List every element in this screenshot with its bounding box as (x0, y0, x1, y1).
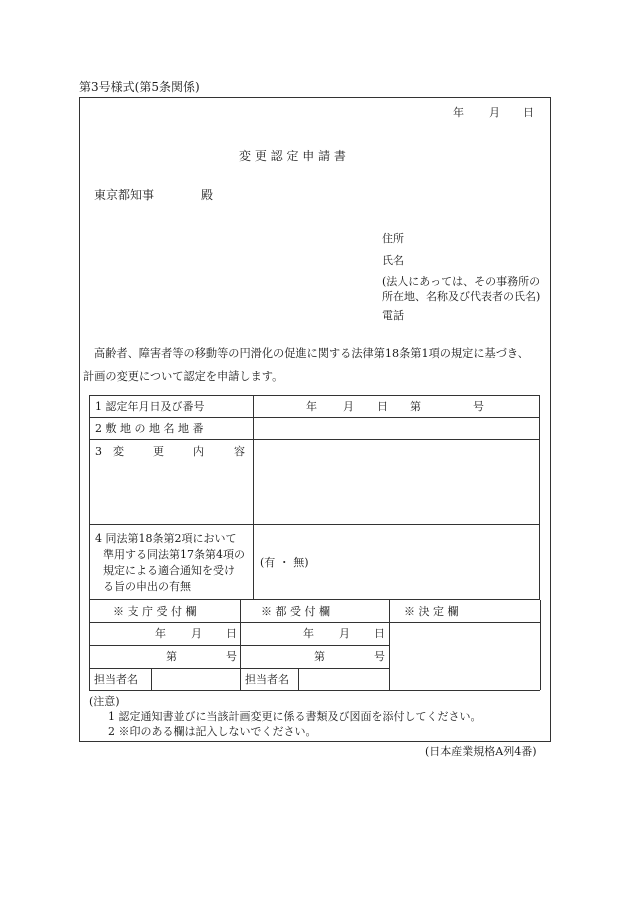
row-divider (89, 417, 540, 418)
metro-go: 号 (374, 650, 385, 663)
branch-day: 日 (226, 627, 237, 640)
branch-staff-label: 担当者名 (94, 673, 138, 686)
note-item-2: 2 ※印のある欄は記入しないでください。 (108, 725, 317, 738)
phone-label: 電話 (382, 309, 404, 322)
corporate-note-line2: 所在地、名称及び代表者の氏名) (382, 290, 541, 303)
note-item-1: 1 認定通知書並びに当該計画変更に係る書類及び図面を添付してください。 (108, 710, 482, 723)
row3-char4: 容 (234, 445, 245, 458)
row1-year: 年 (306, 400, 317, 413)
col-divider (151, 668, 152, 690)
row4-label-line2: 準用する同法第17条第4項の (103, 548, 245, 561)
row-divider (89, 524, 540, 525)
branch-office-header: ※ 支 庁 受 付 欄 (113, 605, 197, 618)
row1-month: 月 (343, 400, 354, 413)
document-title: 変 更 認 定 申 請 書 (239, 149, 346, 163)
row4-label-line3: 規定による適合通知を受け (103, 564, 235, 577)
row1-go: 号 (473, 400, 484, 413)
name-label: 氏名 (382, 254, 404, 267)
corporate-note-line1: (法人にあっては、その事務所の (382, 275, 541, 288)
row3-char3: 内 (193, 445, 204, 458)
row-divider (89, 690, 540, 691)
paper-size-note: (日本産業規格A列4番) (425, 745, 537, 758)
row3-char2: 更 (153, 445, 164, 458)
row1-label: 1 認定年月日及び番号 (95, 400, 205, 413)
col-divider (240, 600, 241, 690)
col-divider (540, 600, 541, 690)
row3-char1: 変 (113, 445, 124, 458)
metro-year: 年 (303, 627, 314, 640)
body-line2: 計画の変更について認定を申請します。 (83, 370, 284, 383)
row3-num: 3 (95, 445, 102, 458)
address-label: 住所 (382, 232, 404, 245)
row4-label-line4: る旨の申出の有無 (103, 580, 191, 593)
col-divider (89, 600, 90, 690)
metro-dai: 第 (314, 650, 325, 663)
body-line1: 高齢者、障害者等の移動等の円滑化の促進に関する法律第18条第1項の規定に基づき、 (94, 347, 529, 360)
metro-header: ※ 都 受 付 欄 (261, 605, 330, 618)
branch-dai: 第 (166, 650, 177, 663)
date-day-label: 日 (523, 106, 534, 119)
row2-label: 2 敷 地 の 地 名 地 番 (95, 422, 204, 435)
branch-year: 年 (155, 627, 166, 640)
col-divider (298, 668, 299, 690)
branch-month: 月 (191, 627, 202, 640)
metro-month: 月 (339, 627, 350, 640)
row1-dai: 第 (410, 400, 421, 413)
row-divider (89, 645, 389, 646)
branch-go: 号 (226, 650, 237, 663)
honorific: 殿 (201, 188, 214, 202)
metro-staff-label: 担当者名 (245, 673, 289, 686)
row-divider (89, 622, 540, 623)
notes-header: (注意) (89, 695, 120, 708)
row4-label-line1: 4 同法第18条第2項において (95, 532, 237, 545)
row1-day: 日 (377, 400, 388, 413)
date-month-label: 月 (489, 106, 500, 119)
addressee: 東京都知事 (94, 188, 155, 202)
col-divider (389, 600, 390, 690)
row4-choice: (有 ・ 無) (260, 556, 309, 569)
decision-header: ※ 決 定 欄 (404, 605, 459, 618)
table-col-divider (253, 395, 254, 600)
form-label: 第3号様式(第5条関係) (79, 80, 200, 94)
row-divider (89, 668, 389, 669)
row-divider (89, 439, 540, 440)
metro-day: 日 (374, 627, 385, 640)
date-year-label: 年 (453, 106, 464, 119)
